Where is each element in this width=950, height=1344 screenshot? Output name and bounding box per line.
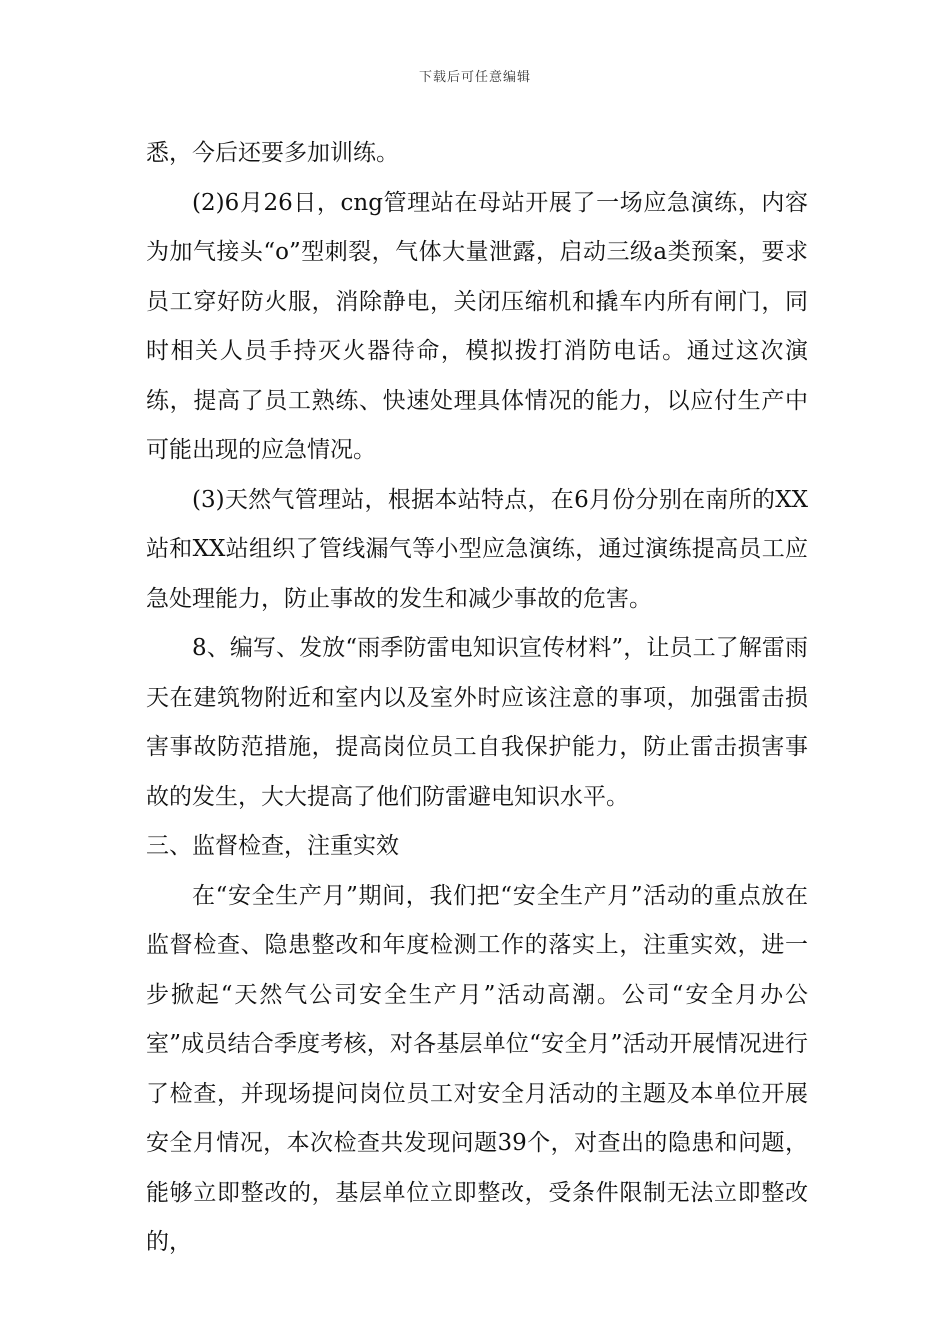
document-body (146, 129, 808, 1268)
paragraph-supervision: 在“安全生产月”期间，我们把“安全生产月”活动的重点放在监督检查、隐患整改和年度检测工作的落实上，注重实效，进一步掀起“天然气公司安全生产月”活动高潮。公司“安全月办公室”成员结合季度考核，对各基层单位“安全月”活动开展情况进行了检查，并现场提问岗位员工对安全月活动的主题及本单位开展安全月情况，本次检查共发现问题39个，对查出的隐患和问题，能够立即整改的，基层单位立即整改，受条件限制无法立即整改的， (146, 882, 808, 1255)
page-header: 下载后可任意编辑 (418, 70, 531, 85)
paragraph-continuation: 悉，今后还要多加训练。 (146, 140, 399, 166)
paragraph-lightning-materials: 8、编写、发放“雨季防雷电知识宣传材料”，让员工了解雷雨天在建筑物附近和室内以及室外时应该注意的事项，加强雷击损害事故防范措施，提高岗位员工自我保护能力，防止雷击损害事故的发生，大大提高了他们防雷避电知识水平。 (146, 635, 808, 810)
paragraph-gas-station-drill: (3)天然气管理站，根据本站特点，在6月份分别在南所的XX站和XX站组织了管线漏气等小型应急演练，通过演练提高员工应急处理能力，防止事故的发生和减少事故的危害。 (146, 486, 808, 612)
paragraph-cng-drill: (2)6月26日，cng管理站在母站开展了一场应急演练，内容为加气接头“o”型刺裂，气体大量泄露，启动三级a类预案，要求员工穿好防火服，消除静电，关闭压缩机和撬车内所有闸门，同时相关人员手持灭火器待命，模拟拨打消防电话。通过这次演练，提高了员工熟练、快速处理具体情况的能力，以应付生产中可能出现的应急情况。 (146, 189, 808, 463)
section-heading: 三、监督检查，注重实效 (146, 833, 399, 859)
